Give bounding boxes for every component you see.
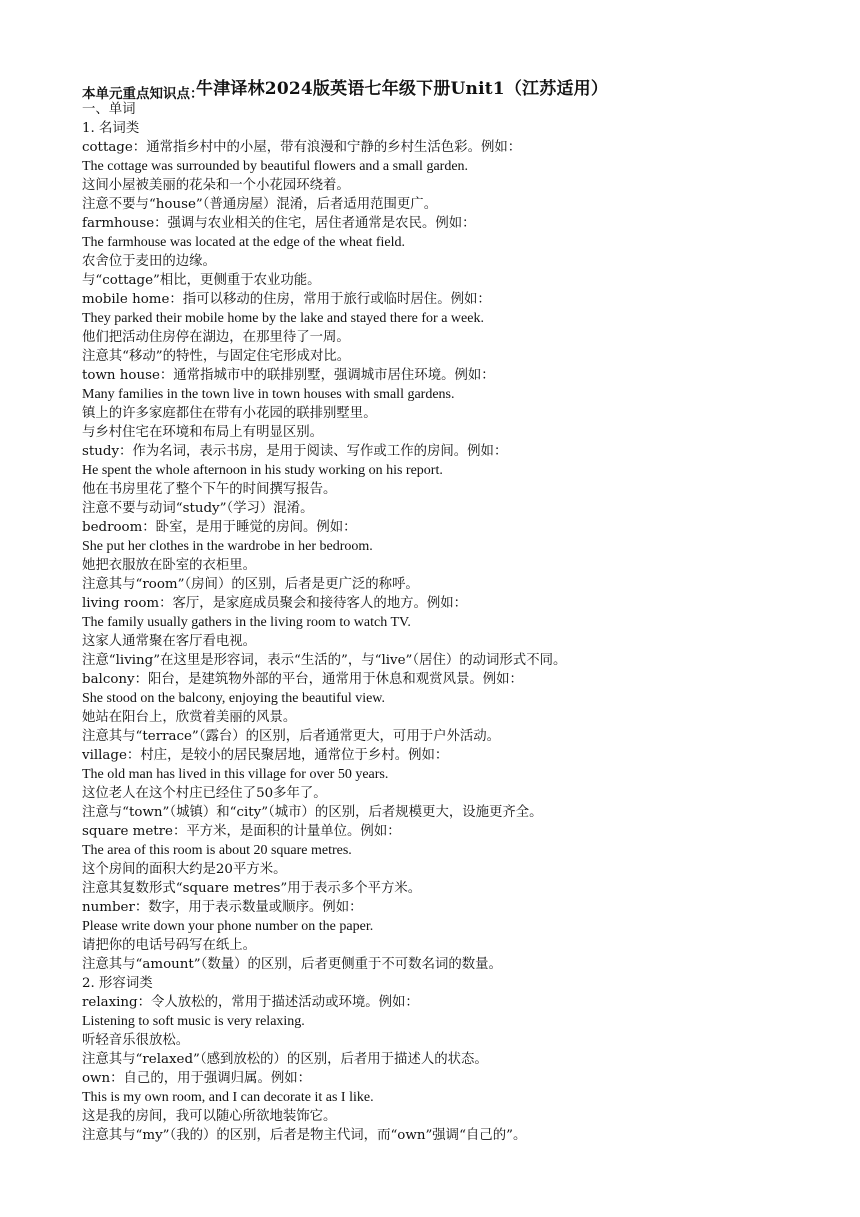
text-line: 注意其“移动”的特性，与固定住宅形成对比。	[82, 349, 351, 364]
text-line: 注意其与“terrace”（露台）的区别，后者通常更大，可用于户外活动。	[82, 729, 501, 744]
text-line: 她把衣服放在卧室的衣柜里。	[82, 558, 257, 573]
text-line: square metre：平方米，是面积的计量单位。例如：	[82, 824, 401, 839]
example-sentence: She put her clothes in the wardrobe in her bedroom.	[82, 539, 373, 554]
text-line: 镇上的许多家庭都住在带有小花园的联排别墅里。	[82, 406, 377, 421]
text-line: own：自己的，用于强调归属。例如：	[82, 1071, 312, 1086]
text-line: balcony：阳台，是建筑物外部的平台，通常用于休息和观赏风景。例如：	[82, 672, 523, 687]
text-line: 这个房间的面积大约是20平方米。	[82, 862, 287, 877]
text-line: 注意“living”在这里是形容词，表示“生活的”，与“live”（居住）的动词形式不同。	[82, 653, 567, 668]
text-line: 注意其与“relaxed”（感到放松的）的区别，后者用于描述人的状态。	[82, 1052, 488, 1067]
example-sentence: This is my own room, and I can decorate it as I like.	[82, 1090, 374, 1105]
text-line: 2. 形容词类	[82, 976, 153, 991]
text-line: 注意不要与“house”（普通房屋）混淆，后者适用范围更广。	[82, 197, 438, 212]
text-line: mobile home：指可以移动的住房，常用于旅行或临时居住。例如：	[82, 292, 491, 307]
example-sentence: The area of this room is about 20 square metres.	[82, 843, 352, 858]
text-line: 她站在阳台上，欣赏着美丽的风景。	[82, 710, 297, 725]
example-sentence: He spent the whole afternoon in his study working on his report.	[82, 463, 443, 478]
text-line: bedroom：卧室，是用于睡觉的房间。例如：	[82, 520, 357, 535]
text-line: 注意与“town”（城镇）和“city”（城市）的区别，后者规模更大，设施更齐全。	[82, 805, 543, 820]
text-line: 他们把活动住房停在湖边，在那里待了一周。	[82, 330, 350, 345]
text-line: 农舍位于麦田的边缘。	[82, 254, 216, 269]
text-line: 这间小屋被美丽的花朵和一个小花园环绕着。	[82, 178, 350, 193]
text-line: 注意其与“amount”（数量）的区别，后者更侧重于不可数名词的数量。	[82, 957, 502, 972]
example-sentence: The cottage was surrounded by beautiful flowers and a small garden.	[82, 159, 469, 174]
text-line: relaxing：令人放松的，常用于描述活动或环境。例如：	[82, 995, 419, 1010]
text-line: 注意其与“room”（房间）的区别，后者是更广泛的称呼。	[82, 577, 419, 592]
text-line: 注意其与“my”（我的）的区别，后者是物主代词，而“own”强调“自己的”。	[82, 1128, 527, 1143]
example-sentence: They parked their mobile home by the lake and stayed there for a week.	[82, 311, 484, 326]
text-line: 与乡村住宅在环境和布局上有明显区别。	[82, 425, 324, 440]
text-line: living room：客厅，是家庭成员聚会和接待客人的地方。例如：	[82, 596, 468, 611]
text-line: 1. 名词类	[82, 121, 140, 136]
example-sentence: She stood on the balcony, enjoying the beautiful view.	[82, 691, 386, 706]
text-line: town house：通常指城市中的联排别墅，强调城市居住环境。例如：	[82, 368, 495, 383]
text-line: 这家人通常聚在客厅看电视。	[82, 634, 257, 649]
text-line: study：作为名词，表示书房，是用于阅读、写作或工作的房间。例如：	[82, 444, 508, 459]
text-line: 请把你的电话号码写在纸上。	[82, 938, 257, 953]
example-sentence: Many families in the town live in town houses with small gardens.	[82, 387, 455, 402]
text-line: number：数字，用于表示数量或顺序。例如：	[82, 900, 363, 915]
text-line: 注意不要与动词“study”（学习）混淆。	[82, 501, 314, 516]
text-line: farmhouse：强调与农业相关的住宅，居住者通常是农民。例如：	[82, 216, 476, 231]
text-line: 听轻音乐很放松。	[82, 1033, 190, 1048]
text-line: 与“cottage”相比，更侧重于农业功能。	[82, 273, 321, 288]
example-sentence: The old man has lived in this village for over 50 years.	[82, 767, 389, 782]
example-sentence: Please write down your phone number on the paper.	[82, 919, 374, 934]
text-line: 这位老人在这个村庄已经住了50多年了。	[82, 786, 327, 801]
text-line: cottage：通常指乡村中的小屋，带有浪漫和宁静的乡村生活色彩。例如：	[82, 140, 522, 155]
text-line: 注意其复数形式“square metres”用于表示多个平方米。	[82, 881, 422, 896]
example-sentence: The family usually gathers in the living room to watch TV.	[82, 615, 411, 630]
section-header: 本单元重点知识点：	[82, 86, 204, 102]
document-title: 牛津译林2024版英语七年级下册Unit1（江苏适用）	[196, 79, 609, 99]
document-body	[82, 100, 842, 1145]
text-line: 他在书房里花了整个下午的时间撰写报告。	[82, 482, 337, 497]
text-line: 一、单词	[82, 102, 136, 117]
example-sentence: The farmhouse was located at the edge of the wheat field.	[82, 235, 406, 250]
text-line: 这是我的房间，我可以随心所欲地装饰它。	[82, 1109, 337, 1124]
text-line: village：村庄，是较小的居民聚居地，通常位于乡村。例如：	[82, 748, 449, 763]
example-sentence: Listening to soft music is very relaxing.	[82, 1014, 305, 1029]
